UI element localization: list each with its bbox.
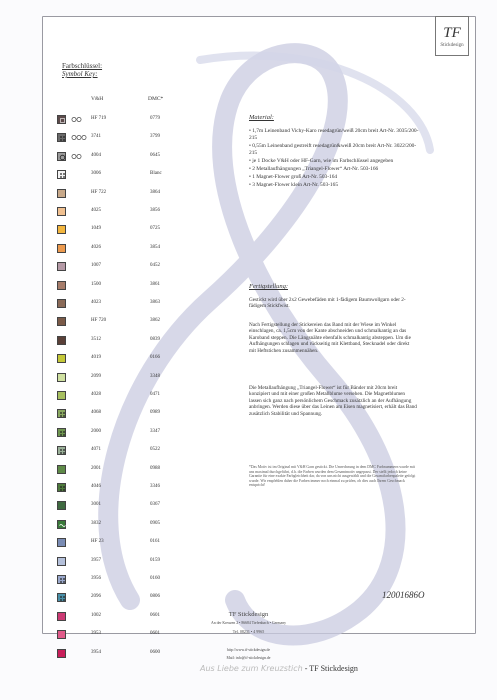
- footer-company: TF Stickdesign: [228, 611, 269, 618]
- stitch-symbol-icon: [58, 594, 67, 603]
- dmc-number: 0725: [150, 226, 160, 232]
- symbol-key-title: [62, 62, 102, 78]
- dmc-number: 3854: [150, 244, 160, 250]
- stitch-symbol-icon: [58, 558, 67, 567]
- material-item: • je 1 Docke V&H oder HF-Garn, wie im Farbschlüssel angegeben: [249, 158, 394, 164]
- color-swatch: [57, 465, 66, 474]
- vh-number: 3512: [91, 336, 101, 342]
- vh-number: 3006: [91, 171, 101, 177]
- color-swatch: [57, 299, 66, 308]
- dmc-number: 3347: [150, 428, 160, 434]
- vh-number: 3832: [91, 520, 101, 526]
- stitch-symbol-icon: [58, 392, 67, 401]
- dmc-number: 0806: [150, 594, 160, 600]
- color-swatch: [57, 207, 66, 216]
- stitch-symbol-icon: [58, 190, 67, 199]
- stitch-symbol-icon: [58, 410, 67, 419]
- material-item: • 3 Magnet-Flower klein Art-Nr. 503-165: [249, 182, 339, 188]
- color-swatch: [57, 317, 66, 326]
- stitch-symbol-icon: [58, 355, 67, 364]
- stitch-combo-icon: [70, 115, 88, 124]
- vh-number: 4004: [91, 152, 101, 158]
- col-dmc-header: DMC*: [148, 96, 164, 102]
- stitch-combo-icon: [70, 133, 88, 142]
- dmc-number: 0159: [150, 557, 160, 563]
- stitch-symbol-icon: [58, 171, 67, 180]
- stitch-symbol-icon: [58, 318, 67, 327]
- stitch-symbol-icon: [58, 134, 67, 143]
- vh-number: 4046: [91, 484, 101, 489]
- stitch-symbol-icon: [58, 300, 67, 309]
- logo-mark: TF: [443, 24, 461, 41]
- dmc-number: 0471: [150, 392, 160, 397]
- dmc-number: 0989: [150, 410, 160, 416]
- dmc-number: 0839: [150, 336, 160, 342]
- stitch-symbol-icon: [58, 466, 67, 475]
- vh-number: HF 720: [91, 318, 107, 324]
- color-swatch: [57, 170, 66, 179]
- vh-number: 1007: [91, 263, 101, 269]
- vh-number: 2000: [91, 428, 101, 434]
- color-swatch: [57, 483, 66, 492]
- vh-number: HF 722: [91, 189, 107, 195]
- stitch-symbol-icon: [58, 539, 67, 548]
- vh-number: 3957: [91, 557, 101, 563]
- logo-sub: Stickdesign: [440, 42, 464, 48]
- slogan-dark: - TF Stickdesign: [304, 664, 358, 673]
- col-vh-header: V&H: [91, 96, 104, 102]
- dmc-number: 3346: [150, 484, 160, 489]
- stitch-symbol-icon: [58, 263, 67, 272]
- vh-number: 3741: [91, 134, 101, 140]
- color-swatch: [57, 373, 66, 382]
- stitch-symbol-icon: [58, 374, 67, 383]
- color-swatch: [57, 538, 66, 547]
- dmc-number: 0645: [150, 152, 160, 158]
- material-item: • 1,7m Leinenband Vichy-Karo resedagrün/weiß 20cm breit Art-Nr. 3035/200-215: [249, 128, 419, 141]
- color-swatch: [57, 336, 66, 345]
- color-swatch: [57, 354, 66, 363]
- dmc-number: 0452: [150, 263, 160, 269]
- vh-number: 2096: [91, 594, 101, 600]
- color-swatch: [57, 501, 66, 510]
- vh-number: 1002: [91, 612, 101, 618]
- footer-web: http://www.tf-stickdesign.de: [226, 648, 271, 652]
- color-swatch: [57, 391, 66, 400]
- color-swatch: [57, 446, 66, 455]
- material-item: • 0,55m Leinenband gestreift resedagrün&weiß 20cm breit Art-Nr. 3022/200-215: [249, 143, 417, 156]
- stitch-symbol-icon: [58, 153, 67, 162]
- color-swatch: [57, 225, 66, 234]
- vh-number: 2099: [91, 373, 101, 379]
- key-title-en: Symbol Key:: [62, 70, 98, 78]
- vh-number: 1049: [91, 226, 101, 232]
- dmc-number: 0160: [150, 576, 160, 581]
- vh-number: 4023: [91, 300, 101, 305]
- footer-mail: Mail: info@tf-stickdesign.de: [226, 656, 271, 660]
- dmc-number: 3348: [150, 373, 160, 379]
- color-swatch: [57, 409, 66, 418]
- dmc-number: 0601: [150, 631, 160, 637]
- vh-number: 4019: [91, 355, 101, 361]
- color-swatch: [57, 189, 66, 198]
- stitch-symbol-icon: [58, 484, 67, 493]
- vh-number: HF 719: [91, 116, 107, 121]
- color-swatch: [57, 557, 66, 566]
- material-list: [249, 128, 419, 190]
- tf-logo: [435, 16, 469, 56]
- footer-tel: Tel. 08231 • 4 9965: [232, 629, 265, 634]
- stitch-symbol-icon: [58, 208, 67, 217]
- color-swatch: [57, 520, 66, 529]
- dmc-number: 0779: [150, 116, 160, 121]
- stitch-symbol-icon: [58, 429, 67, 438]
- dmc-number: 3862: [150, 318, 160, 324]
- material-title: Material:: [249, 114, 274, 121]
- color-swatch: [57, 133, 66, 142]
- vh-number: 1500: [91, 281, 101, 287]
- dmc-number: 3863: [150, 300, 160, 305]
- fertigstellung-paragraph-2: Nach Fertigstellung der Stickereien das Band mit der Wiese im Winkel einschlagen, ca. 1,5cm von der Kante abschneiden und schmalkantig an das Karoband steppen. Die Längsnähte ebenfalls schmalkantig absteppen. Um die Aufhängungen schlagen und rückseitig mit Klettband, Stecknadel oder direkt mit Heftstichen zusammennähen.: [249, 322, 411, 354]
- dmc-number: 0905: [150, 520, 160, 526]
- color-swatch: [57, 152, 66, 161]
- key-title-de: Farbschlüssel:: [62, 62, 103, 70]
- stitch-symbol-icon: [58, 337, 67, 346]
- vh-number: 3956: [91, 576, 101, 581]
- stitch-symbol-icon: [58, 576, 67, 585]
- dmc-number: 0601: [150, 612, 160, 618]
- vh-number: HF 23: [91, 539, 104, 545]
- stitch-symbol-icon: [58, 116, 67, 125]
- vh-number: 3953: [91, 631, 101, 637]
- footer-address: An der Kreuzen 2 • 86684 Tiefenbach • Germany: [211, 621, 286, 625]
- vh-number: 4068: [91, 410, 101, 416]
- vh-number: 4025: [91, 208, 101, 213]
- stitch-symbol-icon: [58, 447, 67, 456]
- color-swatch: [57, 593, 66, 602]
- fertigstellung-title: Fertigstellung:: [249, 283, 288, 290]
- dmc-number: Blanc: [150, 171, 162, 177]
- vh-number: 4026: [91, 244, 101, 250]
- stitch-symbol-icon: [58, 521, 67, 530]
- stitch-symbol-icon: [58, 245, 67, 254]
- slogan-light: Aus Liebe zum Kreuzstich: [200, 664, 303, 673]
- color-swatch: [57, 115, 66, 124]
- dmc-number: 0367: [150, 502, 160, 508]
- dmc-number: 3861: [150, 281, 160, 287]
- stitch-combo-icon: [70, 152, 88, 161]
- vh-number: 3954: [91, 649, 101, 655]
- vh-number: 4028: [91, 392, 101, 397]
- color-swatch: [57, 281, 66, 290]
- color-swatch: [57, 244, 66, 253]
- dmc-number: 0161: [150, 539, 160, 545]
- color-swatch: [57, 428, 66, 437]
- dmc-number: 3864: [150, 189, 160, 195]
- dmc-number: 0988: [150, 465, 160, 471]
- color-swatch: [57, 262, 66, 271]
- stitch-symbol-icon: [58, 226, 67, 235]
- color-swatch: [57, 575, 66, 584]
- article-number: 12001686O: [382, 590, 425, 600]
- stitch-symbol-icon: [58, 282, 67, 291]
- dmc-number: 3856: [150, 208, 160, 213]
- dmc-number: 3799: [150, 134, 160, 140]
- dmc-number: 0166: [150, 355, 160, 361]
- material-item: • 1 Magnet-Flower groß Art-Nr. 503-164: [249, 174, 338, 180]
- fertigstellung-paragraph-3: Die Metallaufhängung „Triangel-Flower“ ist für Bänder mit 20cm breit konzipiert und mit einer großen Metallblume versehen. Die Magnetblumen lassen sich ganz nach persönlichem Geschmack zusätzlich an der Aufhängung anbringen. Werden diese über das Leinen am Eisen magnetisiert, erhält das Band zusätzlich Stabilität und Spannung.: [249, 385, 417, 417]
- vh-number: 3001: [91, 502, 101, 508]
- vh-number: 2001: [91, 465, 101, 471]
- vh-number: 4071: [91, 447, 101, 453]
- footnote: *Das Motiv ist im Original mit V&H Garn gestickt. Die Umrechnung in dem DMC Farbnummern wurde mit uns maximal durchgeführt, d.h. die Farben wurden dem Gesamtmotiv angepasst. Der stellt jedoch keine Garantie für eine exakte Farbgleichheit dar, da von uns nicht ausgewählt und die Gesamtfarbenpalette gefolgt wurde. Wir empfehlen daher die Farben immer noch einmal zu prüfen, ob dies auch Ihrem Geschmack entspricht!: [249, 465, 416, 488]
- dmc-number: 0522: [150, 447, 160, 453]
- stitch-symbol-icon: [58, 502, 67, 511]
- dmc-number: 0600: [150, 649, 160, 655]
- footer-slogan: [200, 664, 358, 673]
- material-item: • 2 Metallaufhängungen „Triangel-Flower“ Art-Nr. 503-166: [249, 166, 379, 172]
- fertigstellung-paragraph-1: Gestickt wird über 2x2 Gewebefäden mit 1-fädigem Baumwollgarn oder 2-fädigem Stickfwist.: [249, 297, 406, 310]
